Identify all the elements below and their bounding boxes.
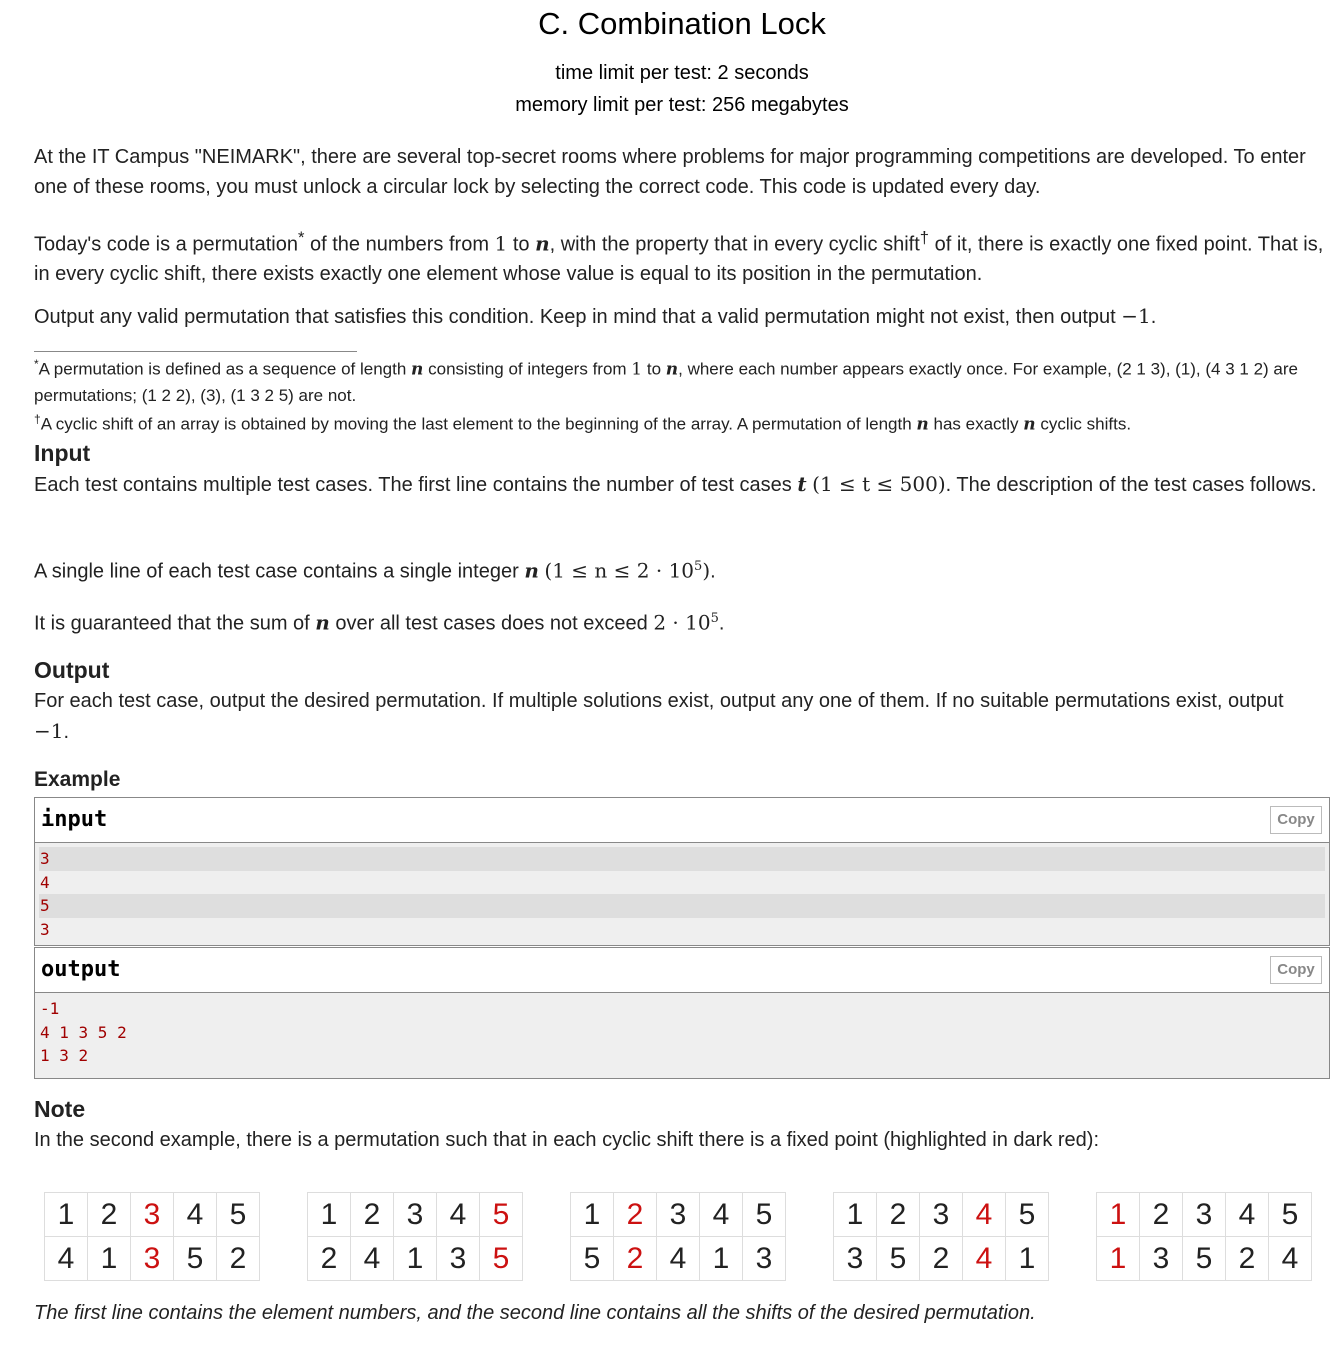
table-cell: 2	[351, 1193, 394, 1237]
memory-limit: memory limit per test: 256 megabytes	[515, 94, 849, 116]
element-numbers-row	[308, 1193, 523, 1237]
table-cell: 4	[700, 1193, 743, 1237]
input-paragraph-2: A single line of each test case contains a single integer n $(1 \le n \le 2 \cdot 10^5)$.	[34, 558, 716, 583]
table-cell: 5	[1269, 1193, 1312, 1237]
legend-paragraph-3: Output any valid permutation that satisfies this condition. Keep in mind that a valid permutation might not exist, then output −1.	[34, 304, 1157, 328]
table-cell: 1	[834, 1193, 877, 1237]
table-cell: 4	[657, 1237, 700, 1281]
fixed-point-cell: 2	[614, 1193, 657, 1237]
copy-output-button[interactable]: Copy	[1270, 956, 1322, 984]
element-numbers-row	[1097, 1193, 1312, 1237]
output-label: output	[41, 957, 121, 982]
table-cell: 1	[1006, 1237, 1049, 1281]
shift-values-row	[308, 1237, 523, 1281]
table-cell: 5	[743, 1193, 786, 1237]
output-heading: Output	[34, 657, 110, 683]
table-cell: 2	[1140, 1193, 1183, 1237]
shift-table	[44, 1192, 260, 1281]
input-paragraph-1: Each test contains multiple test cases. The first line contains the number of test cases t (1 ≤ t ≤ 500). The description of the test cases follows.	[34, 472, 1317, 496]
table-cell: 5	[1006, 1193, 1049, 1237]
note-paragraph: In the second example, there is a permutation such that in each cyclic shift there is a fixed point (highlighted in dark red):	[34, 1129, 1100, 1151]
table-cell: 5	[571, 1237, 614, 1281]
table-cell: 2	[88, 1193, 131, 1237]
table-cell: 4	[45, 1237, 88, 1281]
output-line: -1	[40, 999, 60, 1018]
table-cell: 4	[437, 1193, 480, 1237]
legend-paragraph-1: At the IT Campus "NEIMARK", there are several top-secret rooms where problems for major programming competitions are developed. To enter one of these rooms, you must unlock a circular lock by selecting the correct code. This code is updated every day.	[34, 146, 1306, 198]
shift-values-row	[834, 1237, 1049, 1281]
time-limit: time limit per test: 2 seconds	[555, 62, 809, 84]
fixed-point-cell: 2	[614, 1237, 657, 1281]
table-cell: 2	[217, 1237, 260, 1281]
table-cell: 1	[394, 1237, 437, 1281]
example-input-content	[35, 843, 1329, 945]
input-paragraph-3: It is guaranteed that the sum of n over all test cases does not exceed $2 \cdot 10^5$.	[34, 610, 725, 635]
example-input-header	[35, 798, 1329, 843]
footnote-cyclic-shift: †A cyclic shift of an array is obtained by moving the last element to the beginning of the array. A permutation of length n has exactly n cyclic shifts.	[34, 412, 1132, 435]
shift-values-row	[571, 1237, 786, 1281]
shift-table	[570, 1192, 786, 1281]
shift-table	[1096, 1192, 1312, 1281]
element-numbers-row	[571, 1193, 786, 1237]
input-label: input	[41, 807, 108, 832]
table-cell: 4	[174, 1193, 217, 1237]
copy-input-button[interactable]: Copy	[1270, 806, 1322, 834]
table-cell: 1	[88, 1237, 131, 1281]
fixed-point-cell: 5	[480, 1193, 523, 1237]
input-line: 5	[39, 894, 1325, 918]
shift-table	[307, 1192, 523, 1281]
legend-paragraph-2: Today's code is a permutation* of the numbers from 1 to n, with the property that in every cyclic shift† of it, there is exactly one fixed point. That is, in every cyclic shift, there exists exactly one element whose value is equal to its position in the permutation.	[34, 228, 1324, 286]
table-cell: 3	[1183, 1193, 1226, 1237]
table-cell: 3	[394, 1193, 437, 1237]
table-cell: 1	[571, 1193, 614, 1237]
note-heading: Note	[34, 1096, 86, 1122]
element-numbers-row	[45, 1193, 260, 1237]
fixed-point-cell: 4	[963, 1193, 1006, 1237]
input-line: 3	[39, 847, 1325, 871]
input-line: 3	[40, 919, 50, 939]
note-caption: The first line contains the element numbers, and the second line contains all the shifts of the desired permutation.	[34, 1302, 1036, 1324]
table-cell: 4	[1269, 1237, 1312, 1281]
table-cell: 4	[351, 1237, 394, 1281]
output-line: 4 1 3 5 2	[40, 1022, 127, 1042]
table-cell: 3	[657, 1193, 700, 1237]
shift-values-row	[1097, 1237, 1312, 1281]
shift-table	[833, 1192, 1049, 1281]
table-cell: 2	[877, 1193, 920, 1237]
output-paragraph: For each test case, output the desired permutation. If multiple solutions exist, output any one of them. If no suitable permutations exist, output −1.	[34, 690, 1284, 743]
table-cell: 2	[920, 1237, 963, 1281]
table-cell: 3	[920, 1193, 963, 1237]
fixed-point-cell: 3	[131, 1237, 174, 1281]
fixed-point-cell: 5	[480, 1237, 523, 1281]
input-line: 4	[40, 872, 50, 892]
table-cell: 3	[834, 1237, 877, 1281]
table-cell: 1	[700, 1237, 743, 1281]
fixed-point-cell: 4	[963, 1237, 1006, 1281]
table-cell: 2	[308, 1237, 351, 1281]
output-line: 1 3 2	[40, 1046, 89, 1065]
problem-title: C. Combination Lock	[538, 6, 826, 41]
table-cell: 4	[1226, 1193, 1269, 1237]
table-cell: 3	[743, 1237, 786, 1281]
example-input-box	[34, 797, 1330, 946]
table-cell: 2	[1226, 1237, 1269, 1281]
example-heading: Example	[34, 768, 121, 791]
element-numbers-row	[834, 1193, 1049, 1237]
fixed-point-cell: 1	[1097, 1237, 1140, 1281]
table-cell: 1	[45, 1193, 88, 1237]
table-cell: 5	[1183, 1237, 1226, 1281]
table-cell: 5	[877, 1237, 920, 1281]
table-cell: 3	[1140, 1237, 1183, 1281]
table-cell: 1	[308, 1193, 351, 1237]
table-cell: 5	[217, 1193, 260, 1237]
fixed-point-cell: 1	[1097, 1193, 1140, 1237]
example-output-box	[34, 947, 1330, 1079]
input-heading: Input	[34, 440, 91, 466]
fixed-point-cell: 3	[131, 1193, 174, 1237]
footnote-permutation: *A permutation is defined as a sequence of length n consisting of integers from 1 to n, where each number appears exactly once. For example, (2 1 3), (1), (4 3 1 2) are permutations; (1 2 2), (3), (1 3 2 5) are not.	[34, 357, 1298, 405]
table-cell: 5	[174, 1237, 217, 1281]
example-output-header	[35, 948, 1329, 993]
shift-values-row	[45, 1237, 260, 1281]
example-output-content	[35, 993, 1329, 1078]
table-cell: 3	[437, 1237, 480, 1281]
